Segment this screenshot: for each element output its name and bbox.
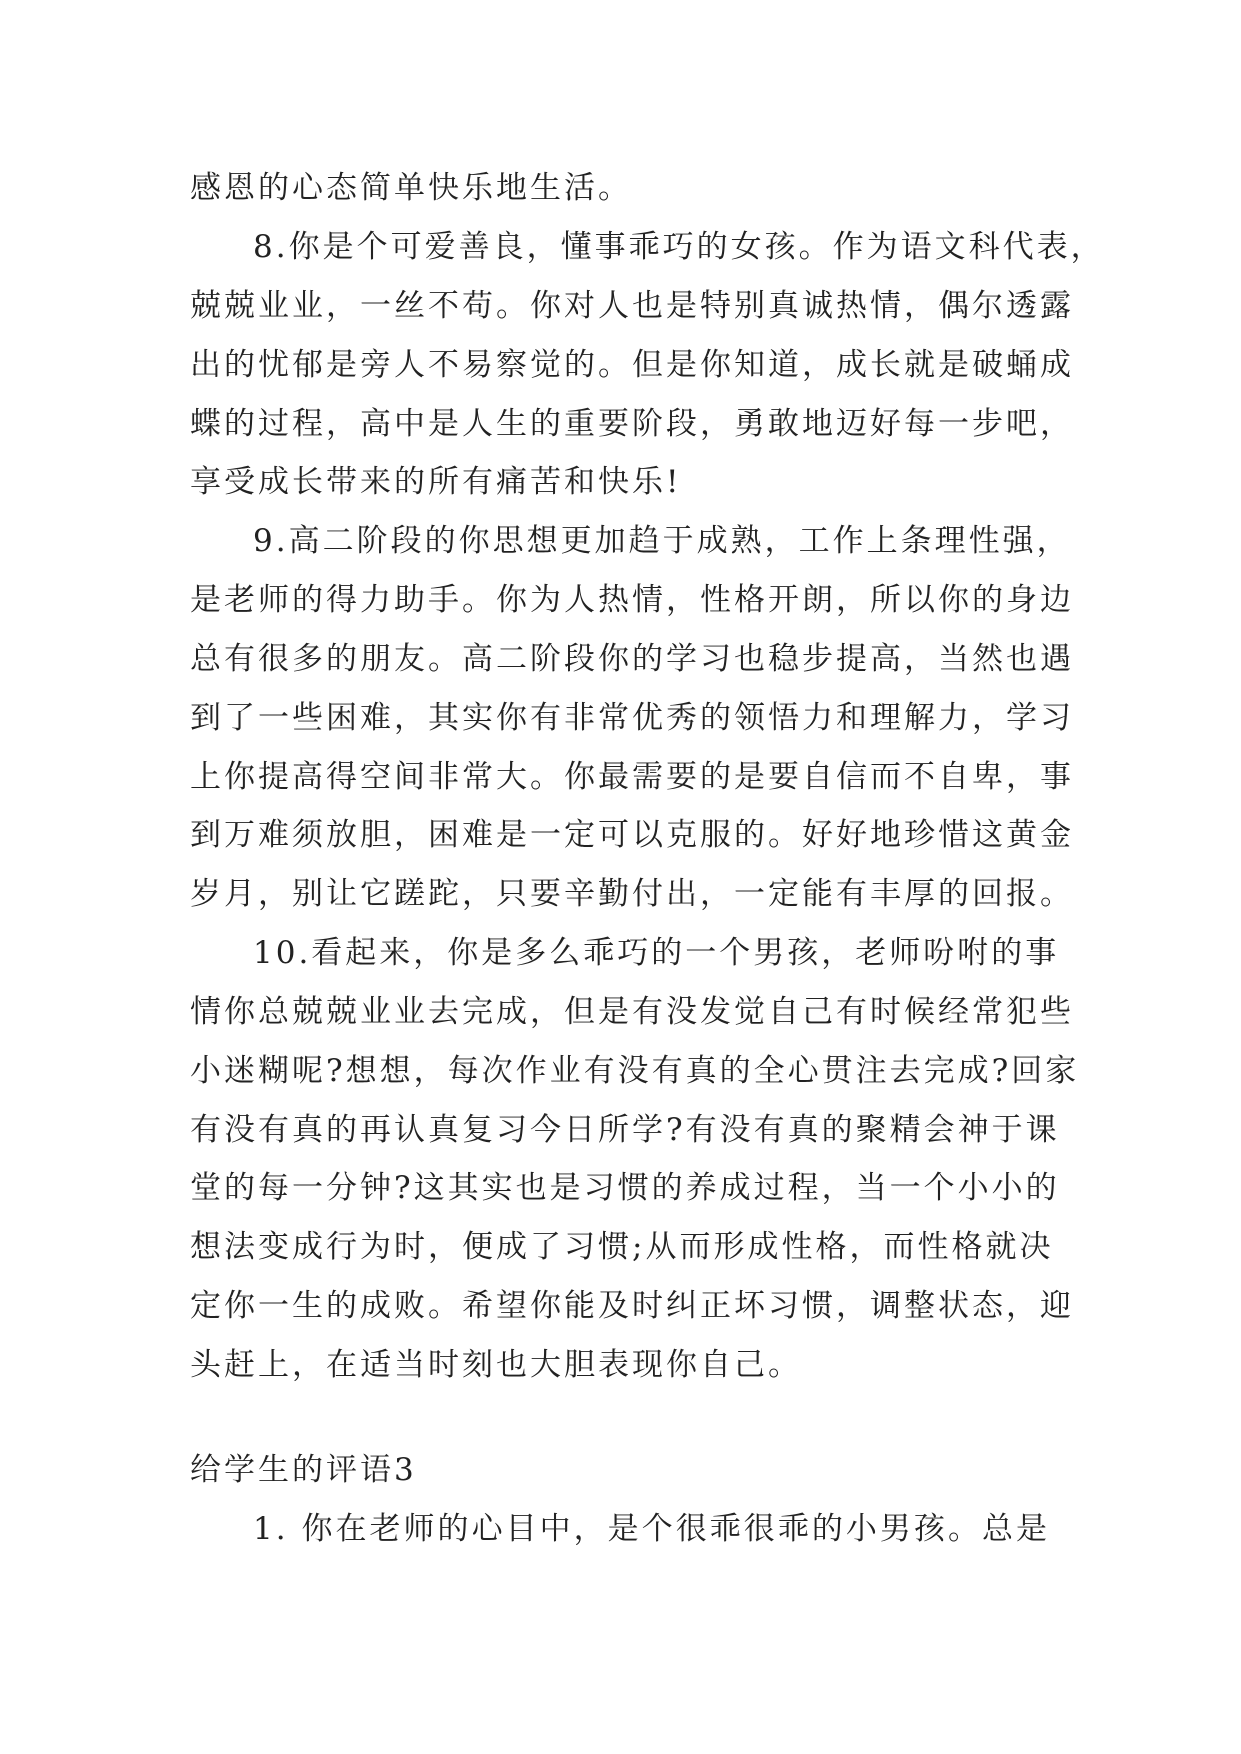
paragraph-line: 8.你是个可爱善良，懂事乖巧的女孩。作为语文科代表， <box>253 229 1105 265</box>
paragraph-line: 1. 你在老师的心目中，是个很乖很乖的小男孩。总是 <box>253 1511 1050 1547</box>
paragraph-line: 兢兢业业，一丝不苟。你对人也是特别真诚热情，偶尔透露 <box>190 288 1074 324</box>
paragraph-line: 总有很多的朋友。高二阶段你的学习也稳步提高，当然也遇 <box>190 641 1074 677</box>
section-heading: 给学生的评语3 <box>190 1452 417 1488</box>
paragraph-line: 到万难须放胆，困难是一定可以克服的。好好地珍惜这黄金 <box>190 817 1074 853</box>
paragraph-line: 堂的每一分钟?这其实也是习惯的养成过程，当一个小小的 <box>190 1170 1060 1206</box>
paragraph-line: 定你一生的成败。希望你能及时纠正坏习惯，调整状态，迎 <box>190 1288 1074 1324</box>
paragraph-line: 9.高二阶段的你思想更加趋于成熟，工作上条理性强， <box>253 523 1071 559</box>
paragraph-line: 小迷糊呢?想想，每次作业有没有真的全心贯注去完成?回家 <box>190 1053 1080 1089</box>
paragraph-line: 是老师的得力助手。你为人热情，性格开朗，所以你的身边 <box>190 582 1074 618</box>
paragraph-line: 头赶上，在适当时刻也大胆表现你自己。 <box>190 1347 802 1383</box>
paragraph-line: 上你提高得空间非常大。你最需要的是要自信而不自卑，事 <box>190 759 1074 795</box>
paragraph-line: 有没有真的再认真复习今日所学?有没有真的聚精会神于课 <box>190 1112 1060 1148</box>
paragraph-line: 出的忧郁是旁人不易察觉的。但是你知道，成长就是破蛹成 <box>190 347 1074 383</box>
paragraph-line: 情你总兢兢业业去完成，但是有没发觉自己有时候经常犯些 <box>190 994 1074 1030</box>
paragraph-line: 10.看起来，你是多么乖巧的一个男孩，老师吩咐的事 <box>253 935 1060 971</box>
paragraph-line: 感恩的心态简单快乐地生活。 <box>190 170 632 206</box>
paragraph-line: 蝶的过程，高中是人生的重要阶段，勇敢地迈好每一步吧， <box>190 406 1074 442</box>
paragraph-line: 想法变成行为时，便成了习惯;从而形成性格，而性格就决 <box>190 1229 1054 1265</box>
paragraph-line: 到了一些困难，其实你有非常优秀的领悟力和理解力，学习 <box>190 700 1074 736</box>
paragraph-line: 岁月，别让它蹉跎，只要辛勤付出，一定能有丰厚的回报。 <box>190 876 1074 912</box>
paragraph-line: 享受成长带来的所有痛苦和快乐! <box>190 464 682 500</box>
